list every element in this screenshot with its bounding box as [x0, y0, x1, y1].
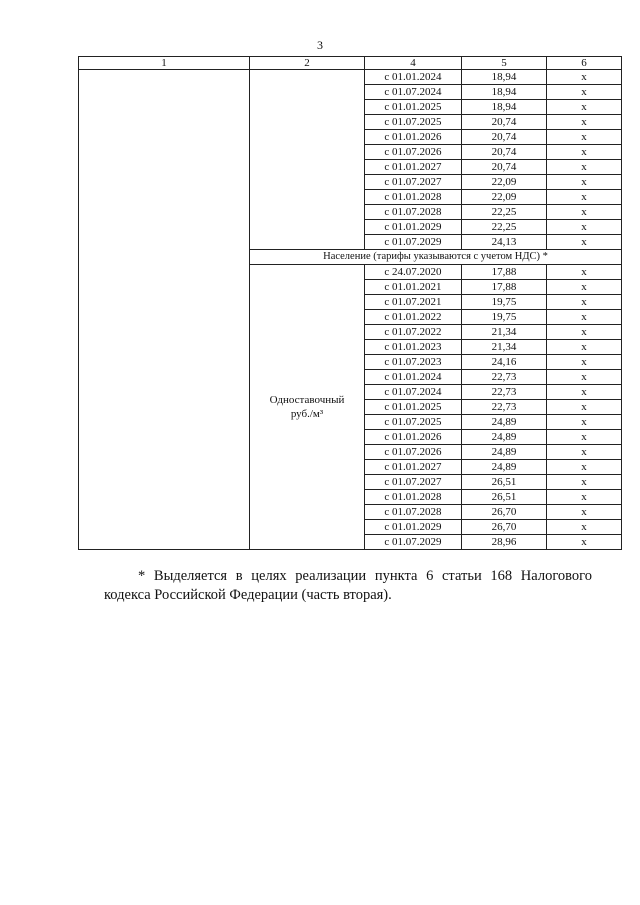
- mark-cell: х: [547, 160, 622, 175]
- tariff-value-cell: 26,51: [462, 475, 547, 490]
- mark-cell: х: [547, 535, 622, 550]
- header-col-6: 6: [547, 57, 622, 70]
- mark-cell: х: [547, 385, 622, 400]
- period-cell: с 01.01.2026: [365, 130, 462, 145]
- tariff-value-cell: 22,73: [462, 385, 547, 400]
- header-col-4: 4: [365, 57, 462, 70]
- tariff-table: [78, 56, 622, 550]
- tariff-value-cell: 20,74: [462, 130, 547, 145]
- tariff-value-cell: 22,25: [462, 205, 547, 220]
- footnote-line-2: кодекса Российской Федерации (часть вторая).: [104, 587, 392, 603]
- header-col-2: 2: [250, 57, 365, 70]
- mark-cell: х: [547, 145, 622, 160]
- tariff-value-cell: 22,73: [462, 400, 547, 415]
- tariff-value-cell: 24,89: [462, 415, 547, 430]
- mark-cell: х: [547, 100, 622, 115]
- mark-cell: х: [547, 490, 622, 505]
- mark-cell: х: [547, 190, 622, 205]
- mark-cell: х: [547, 415, 622, 430]
- tariff-value-cell: 26,51: [462, 490, 547, 505]
- period-cell: с 01.07.2028: [365, 205, 462, 220]
- period-cell: с 01.01.2022: [365, 310, 462, 325]
- period-cell: с 01.07.2027: [365, 175, 462, 190]
- tariff-value-cell: 20,74: [462, 160, 547, 175]
- tariff-value-cell: 21,34: [462, 325, 547, 340]
- section-title: Население (тарифы указываются с учетом НДС) *: [250, 250, 622, 265]
- period-cell: с 01.01.2023: [365, 340, 462, 355]
- period-cell: с 01.07.2027: [365, 475, 462, 490]
- tariff-table-body: [79, 57, 622, 550]
- mark-cell: х: [547, 130, 622, 145]
- table-header-row: [79, 57, 622, 70]
- tariff-value-cell: 22,73: [462, 370, 547, 385]
- period-cell: с 01.01.2027: [365, 460, 462, 475]
- mark-cell: х: [547, 265, 622, 280]
- tariff-value-cell: 24,16: [462, 355, 547, 370]
- period-cell: с 01.01.2028: [365, 190, 462, 205]
- mark-cell: х: [547, 115, 622, 130]
- footnote: [104, 567, 592, 605]
- tariff-value-cell: 22,09: [462, 190, 547, 205]
- mark-cell: х: [547, 445, 622, 460]
- tariff-value-cell: 26,70: [462, 520, 547, 535]
- mark-cell: х: [547, 520, 622, 535]
- tariff-value-cell: 20,74: [462, 145, 547, 160]
- mark-cell: х: [547, 400, 622, 415]
- period-cell: с 01.01.2027: [365, 160, 462, 175]
- period-cell: с 01.01.2021: [365, 280, 462, 295]
- group-cell-col-1: [79, 70, 250, 550]
- group-cell-col-2-block1: [250, 70, 365, 250]
- mark-cell: х: [547, 505, 622, 520]
- mark-cell: х: [547, 295, 622, 310]
- footnote-line-1: * Выделяется в целях реализации пункта 6 статьи 168 Налогового: [138, 568, 592, 584]
- tariff-value-cell: 18,94: [462, 70, 547, 85]
- period-cell: с 01.01.2025: [365, 400, 462, 415]
- tariff-value-cell: 24,89: [462, 430, 547, 445]
- tariff-value-cell: 20,74: [462, 115, 547, 130]
- mark-cell: х: [547, 175, 622, 190]
- tariff-value-cell: 21,34: [462, 340, 547, 355]
- period-cell: с 01.07.2026: [365, 145, 462, 160]
- period-cell: с 01.07.2028: [365, 505, 462, 520]
- mark-cell: х: [547, 325, 622, 340]
- period-cell: с 01.01.2025: [365, 100, 462, 115]
- mark-cell: х: [547, 340, 622, 355]
- period-cell: с 01.07.2029: [365, 535, 462, 550]
- mark-cell: х: [547, 220, 622, 235]
- tariff-value-cell: 19,75: [462, 295, 547, 310]
- header-col-1: 1: [79, 57, 250, 70]
- period-cell: с 01.01.2028: [365, 490, 462, 505]
- table-row: [79, 70, 622, 85]
- tariff-value-cell: 18,94: [462, 100, 547, 115]
- period-cell: с 01.01.2024: [365, 370, 462, 385]
- tariff-value-cell: 28,96: [462, 535, 547, 550]
- mark-cell: х: [547, 310, 622, 325]
- period-cell: с 01.07.2025: [365, 415, 462, 430]
- tariff-value-cell: 17,88: [462, 265, 547, 280]
- mark-cell: х: [547, 430, 622, 445]
- period-cell: с 01.07.2024: [365, 85, 462, 100]
- tariff-type-name: Одноставочный: [269, 394, 345, 406]
- mark-cell: х: [547, 205, 622, 220]
- tariff-value-cell: 18,94: [462, 85, 547, 100]
- period-cell: с 01.01.2029: [365, 520, 462, 535]
- period-cell: с 01.07.2021: [365, 295, 462, 310]
- header-col-5: 5: [462, 57, 547, 70]
- period-cell: с 01.07.2024: [365, 385, 462, 400]
- tariff-value-cell: 17,88: [462, 280, 547, 295]
- period-cell: с 01.07.2029: [365, 235, 462, 250]
- mark-cell: х: [547, 475, 622, 490]
- period-cell: с 01.07.2022: [365, 325, 462, 340]
- period-cell: с 01.07.2026: [365, 445, 462, 460]
- period-cell: с 01.07.2023: [365, 355, 462, 370]
- tariff-value-cell: 24,89: [462, 460, 547, 475]
- mark-cell: х: [547, 355, 622, 370]
- mark-cell: х: [547, 235, 622, 250]
- mark-cell: х: [547, 460, 622, 475]
- mark-cell: х: [547, 370, 622, 385]
- tariff-type-label: [250, 265, 365, 550]
- tariff-value-cell: 24,13: [462, 235, 547, 250]
- tariff-value-cell: 26,70: [462, 505, 547, 520]
- tariff-value-cell: 22,25: [462, 220, 547, 235]
- tariff-value-cell: 22,09: [462, 175, 547, 190]
- page-number: 3: [317, 38, 323, 52]
- mark-cell: х: [547, 85, 622, 100]
- period-cell: с 01.01.2026: [365, 430, 462, 445]
- tariff-unit: руб./м³: [290, 408, 324, 420]
- period-cell: с 01.01.2029: [365, 220, 462, 235]
- tariff-value-cell: 19,75: [462, 310, 547, 325]
- mark-cell: х: [547, 70, 622, 85]
- period-cell: с 01.07.2025: [365, 115, 462, 130]
- period-cell: с 01.01.2024: [365, 70, 462, 85]
- tariff-value-cell: 24,89: [462, 445, 547, 460]
- mark-cell: х: [547, 280, 622, 295]
- period-cell: с 24.07.2020: [365, 265, 462, 280]
